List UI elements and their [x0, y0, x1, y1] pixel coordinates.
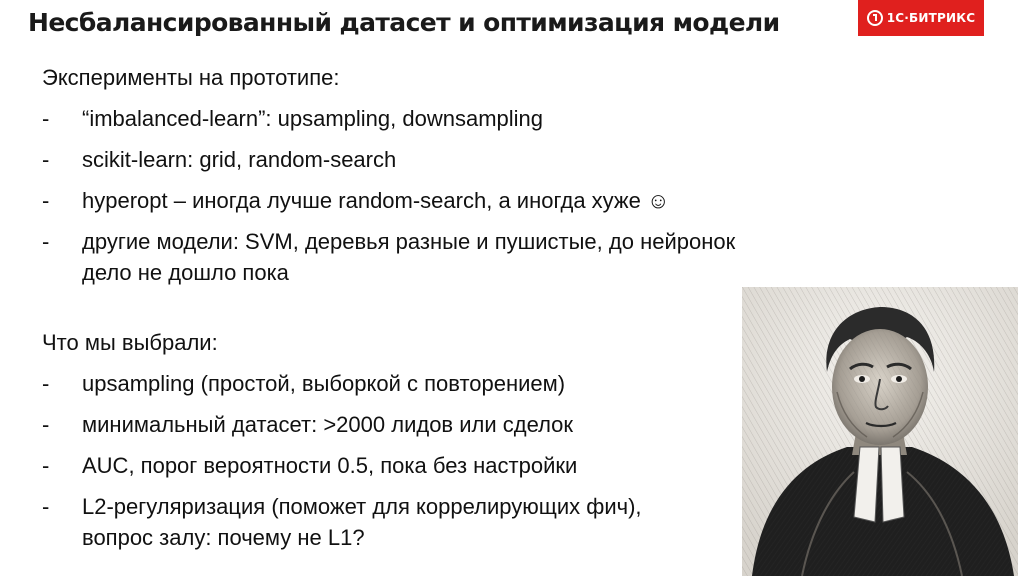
- bullet-dash: -: [42, 147, 50, 172]
- bullet-text: “imbalanced-learn”: upsampling, downsampling: [82, 106, 544, 131]
- bullet-dash: -: [42, 188, 50, 213]
- bullet-text: другие модели: SVM, деревья разные и пушистые, до нейронок дело не дошло пока: [82, 229, 736, 285]
- bullet-dash: -: [42, 229, 50, 254]
- bitrix-logo-icon: [867, 10, 883, 26]
- bullet-dash: -: [42, 371, 50, 396]
- section-heading-experiments: Эксперименты на прототипе:: [42, 65, 340, 90]
- list-item: [42, 144, 882, 175]
- list-item: [42, 185, 882, 216]
- bullet-dash: -: [42, 106, 50, 131]
- bullet-dash: -: [42, 412, 50, 437]
- bullet-text: upsampling (простой, выборкой с повторением): [82, 371, 566, 396]
- bitrix-logo: [858, 0, 984, 36]
- list-item: [42, 103, 882, 134]
- bullet-dash: -: [42, 494, 50, 519]
- section-heading-chosen: Что мы выбрали:: [42, 330, 218, 355]
- bullet-text: минимальный датасет: >2000 лидов или сделок: [82, 412, 574, 437]
- portrait-engraving-svg: [742, 287, 1018, 576]
- bullet-text: L2-регуляризация (поможет для коррелирующих фич), вопрос залу: почему не L1?: [82, 494, 642, 550]
- slide-title: Несбалансированный датасет и оптимизация модели: [28, 8, 780, 37]
- list-item: [42, 226, 882, 288]
- bullet-text: AUC, порог вероятности 0.5, пока без настройки: [82, 453, 578, 478]
- portrait-engraving-image: [742, 287, 1018, 576]
- bullet-text: scikit-learn: grid, random-search: [82, 147, 397, 172]
- logo-text: 1С·БИТРИКС: [886, 11, 976, 25]
- bullet-dash: -: [42, 453, 50, 478]
- bullet-text: hyperopt – иногда лучше random-search, а иногда хуже ☺: [82, 188, 670, 213]
